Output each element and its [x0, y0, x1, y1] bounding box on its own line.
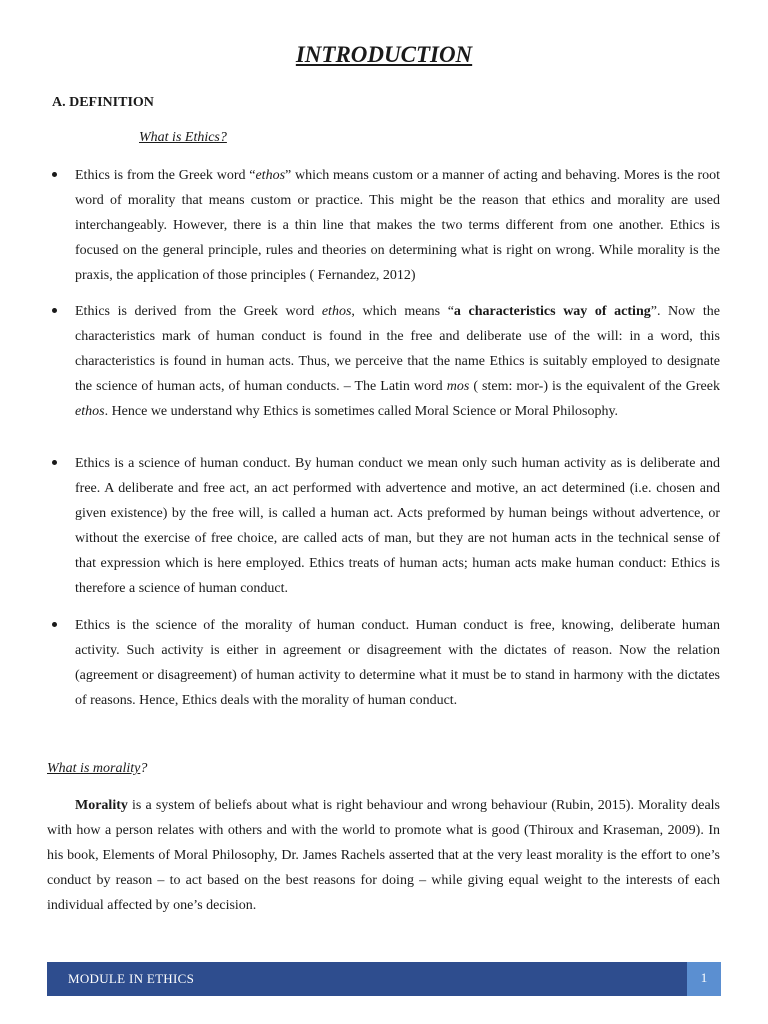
bullet-text: Ethics is from the Greek word “ethos” which means custom or a manner of acting and behaving. Mores is the root word of morality that means custom or practice. This might be the reason that ethics and morality are used interchangeably. However, there is a thin line that makes the two terms different from one another. Ethics is focused on the general principle, rules and theories on determining what is right on wrong. While morality is the praxis, the application of those principles ( Fernandez, 2012)	[75, 168, 720, 284]
bullet-text: Ethics is a science of human conduct. By human conduct we mean only such human activity as is deliberate and free. A deliberate and free act, an act performed with advertence and motive, an act determined (i.e. chosen and given existence) by the free will, is called a human act. Acts preformed by human beings without advertence, or without the exercise of free choice, are called acts of man, but they are not human acts in the technical sense of that expression which is here employed. Ethics treats of human acts; human acts make human conduct: Ethics is therefore a science of human conduct.	[75, 456, 720, 597]
bullet-dot-icon	[52, 172, 57, 177]
bullet-text: Ethics is derived from the Greek word ethos, which means “a characteristics way of acting”. Now the characteristics mark of human conduct is found in the free and deliberate use of the will: in a word, this characteristics is found in human acts. Thus, we perceive that the name Ethics is suitably employed to designate the science of human acts, of human conducts. – The Latin word mos ( stem: mor-) is the equivalent of the Greek ethos. Hence we understand why Ethics is sometimes called Moral Science or Moral Philosophy.	[75, 304, 720, 420]
bullet-item-1	[48, 163, 720, 288]
page-footer	[47, 962, 721, 996]
subheading-what-is-ethics: What is Ethics?	[139, 130, 227, 145]
section-heading: A. DEFINITION	[52, 95, 154, 110]
bullet-dot-icon	[52, 460, 57, 465]
page-number: 1	[687, 962, 721, 996]
bullet-dot-icon	[52, 308, 57, 313]
bullet-text: Ethics is the science of the morality of human conduct. Human conduct is free, knowing, deliberate human activity. Such activity is either in agreement or disagreement with the dictates of reason. Now the relation (agreement or disagreement) of human activity to determine what it must be to stand in harmony with the dictates of reasons. Hence, Ethics deals with the morality of human conduct.	[75, 618, 720, 709]
page-title: INTRODUCTION	[295, 42, 473, 67]
bullet-item-4	[48, 613, 720, 713]
footer-module-label: MODULE IN ETHICS	[68, 971, 195, 986]
bullet-item-2	[48, 299, 720, 424]
bullet-item-3	[48, 451, 720, 602]
morality-paragraph: Morality is a system of beliefs about what is right behaviour and wrong behaviour (Rubin, 2015). Morality deals with how a person relates with others and with the world to promote what is good (Thiroux and Kraseman, 2009). In his book, Elements of Moral Philosophy, Dr. James Rachels asserted that at the very least morality is the effort to one’s conduct by reason – to act based on the best reasons for doing – while giving equal weight to the interests of each individual affected by one’s decision.	[47, 798, 720, 914]
subheading-what-is-morality: What is morality?	[47, 761, 148, 776]
bullet-dot-icon	[52, 622, 57, 627]
